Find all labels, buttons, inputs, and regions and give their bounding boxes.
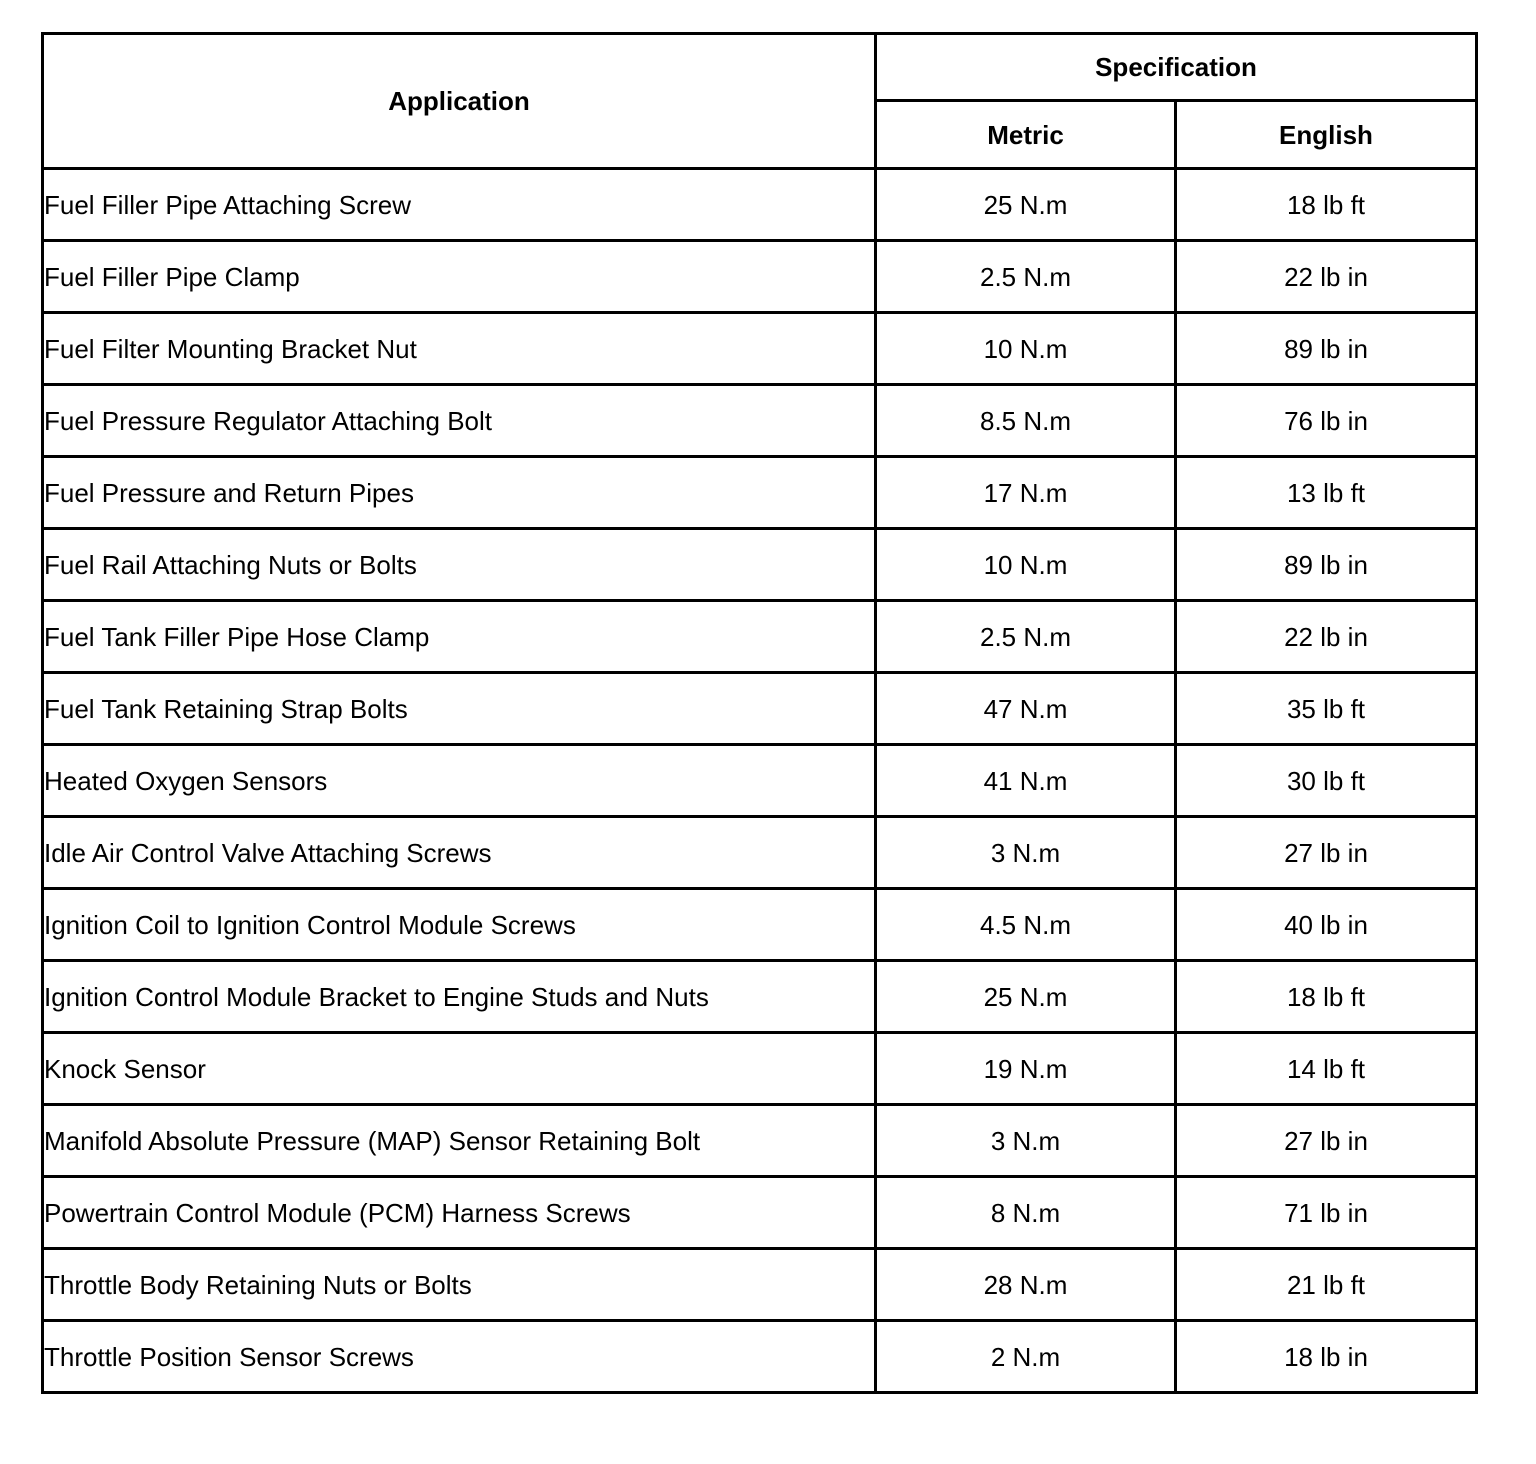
table-row [43, 817, 1477, 889]
english-cell: 14 lb ft [1176, 1033, 1477, 1105]
metric-header: Metric [876, 101, 1176, 169]
table-row [43, 1105, 1477, 1177]
torque-spec-table [41, 32, 1478, 1394]
english-cell: 21 lb ft [1176, 1249, 1477, 1321]
application-cell: Fuel Filler Pipe Clamp [43, 241, 876, 313]
metric-cell: 2.5 N.m [876, 241, 1176, 313]
application-cell: Knock Sensor [43, 1033, 876, 1105]
metric-cell: 8 N.m [876, 1177, 1176, 1249]
table-row [43, 1033, 1477, 1105]
table-row [43, 241, 1477, 313]
header-row-1 [43, 34, 1477, 101]
application-cell: Fuel Tank Retaining Strap Bolts [43, 673, 876, 745]
application-cell: Ignition Control Module Bracket to Engine Studs and Nuts [43, 961, 876, 1033]
english-cell: 30 lb ft [1176, 745, 1477, 817]
english-cell: 13 lb ft [1176, 457, 1477, 529]
english-cell: 22 lb in [1176, 241, 1477, 313]
application-cell: Throttle Body Retaining Nuts or Bolts [43, 1249, 876, 1321]
metric-cell: 2.5 N.m [876, 601, 1176, 673]
application-cell: Fuel Filter Mounting Bracket Nut [43, 313, 876, 385]
table-row [43, 529, 1477, 601]
table-row [43, 313, 1477, 385]
application-cell: Fuel Filler Pipe Attaching Screw [43, 169, 876, 241]
metric-cell: 3 N.m [876, 1105, 1176, 1177]
table-row [43, 961, 1477, 1033]
application-cell: Heated Oxygen Sensors [43, 745, 876, 817]
table-row [43, 601, 1477, 673]
application-cell: Fuel Pressure and Return Pipes [43, 457, 876, 529]
table-row [43, 1249, 1477, 1321]
english-cell: 18 lb ft [1176, 961, 1477, 1033]
table-body [43, 169, 1477, 1393]
english-cell: 22 lb in [1176, 601, 1477, 673]
application-header: Application [43, 34, 876, 169]
english-cell: 40 lb in [1176, 889, 1477, 961]
metric-cell: 10 N.m [876, 313, 1176, 385]
english-cell: 27 lb in [1176, 1105, 1477, 1177]
table-row [43, 673, 1477, 745]
metric-cell: 28 N.m [876, 1249, 1176, 1321]
metric-cell: 41 N.m [876, 745, 1176, 817]
application-cell: Powertrain Control Module (PCM) Harness Screws [43, 1177, 876, 1249]
application-cell: Idle Air Control Valve Attaching Screws [43, 817, 876, 889]
table-row [43, 457, 1477, 529]
english-cell: 35 lb ft [1176, 673, 1477, 745]
metric-cell: 8.5 N.m [876, 385, 1176, 457]
metric-cell: 3 N.m [876, 817, 1176, 889]
table-row [43, 1321, 1477, 1393]
metric-cell: 25 N.m [876, 169, 1176, 241]
table-row [43, 385, 1477, 457]
table-header [43, 34, 1477, 169]
english-cell: 71 lb in [1176, 1177, 1477, 1249]
application-cell: Fuel Tank Filler Pipe Hose Clamp [43, 601, 876, 673]
metric-cell: 10 N.m [876, 529, 1176, 601]
application-cell: Throttle Position Sensor Screws [43, 1321, 876, 1393]
english-cell: 89 lb in [1176, 529, 1477, 601]
metric-cell: 17 N.m [876, 457, 1176, 529]
metric-cell: 2 N.m [876, 1321, 1176, 1393]
english-cell: 76 lb in [1176, 385, 1477, 457]
metric-cell: 25 N.m [876, 961, 1176, 1033]
table-row [43, 169, 1477, 241]
application-cell: Fuel Rail Attaching Nuts or Bolts [43, 529, 876, 601]
table-row [43, 1177, 1477, 1249]
application-cell: Ignition Coil to Ignition Control Module Screws [43, 889, 876, 961]
table-row [43, 745, 1477, 817]
english-cell: 18 lb in [1176, 1321, 1477, 1393]
specification-header: Specification [876, 34, 1477, 101]
english-cell: 27 lb in [1176, 817, 1477, 889]
metric-cell: 47 N.m [876, 673, 1176, 745]
metric-cell: 19 N.m [876, 1033, 1176, 1105]
english-cell: 18 lb ft [1176, 169, 1477, 241]
english-cell: 89 lb in [1176, 313, 1477, 385]
application-cell: Manifold Absolute Pressure (MAP) Sensor Retaining Bolt [43, 1105, 876, 1177]
english-header: English [1176, 101, 1477, 169]
application-cell: Fuel Pressure Regulator Attaching Bolt [43, 385, 876, 457]
table-row [43, 889, 1477, 961]
metric-cell: 4.5 N.m [876, 889, 1176, 961]
